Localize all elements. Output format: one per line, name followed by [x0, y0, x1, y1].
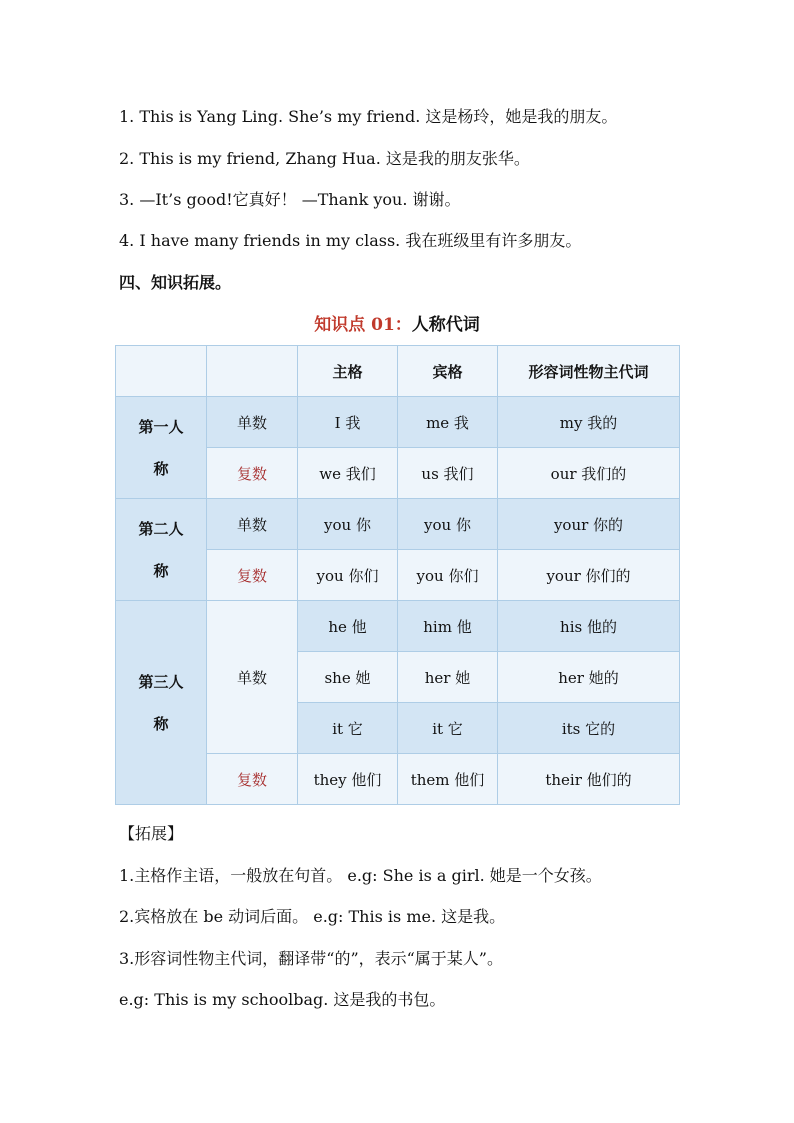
number-plural: 复数 — [207, 448, 298, 499]
object-cell: you 你 — [398, 499, 498, 550]
subject-cell: he 他 — [298, 601, 398, 652]
number-plural: 复数 — [207, 754, 298, 805]
first-person-label: 第一人 称 — [116, 397, 207, 499]
number-singular: 单数 — [207, 397, 298, 448]
subject-cell: you 你 — [298, 499, 398, 550]
third-person-label: 第三人 称 — [116, 601, 207, 805]
table-row — [116, 499, 680, 550]
subject-cell: she 她 — [298, 652, 398, 703]
subject-cell: you 你们 — [298, 550, 398, 601]
possessive-cell: its 它的 — [498, 703, 680, 754]
sentence-1: 1. This is Yang Ling. She’s my friend. 这是杨玲，她是我的朋友。 — [119, 107, 618, 126]
extension-item-1: 1.主格作主语，一般放在句首。 e.g: She is a girl. 她是一个女孩。 — [119, 866, 602, 885]
header-cell-empty-2 — [207, 346, 298, 397]
possessive-cell: his 他的 — [498, 601, 680, 652]
table-row — [116, 397, 680, 448]
knowledge-point-label: 知识点 01： — [314, 315, 412, 335]
extension-item-3: 3.形容词性物主代词，翻译带“的”，表示“属于某人”。 — [119, 949, 503, 968]
object-cell: it 它 — [398, 703, 498, 754]
possessive-cell: your 你们的 — [498, 550, 680, 601]
section-heading: 四、知识拓展。 — [119, 273, 232, 292]
possessive-cell: her 她的 — [498, 652, 680, 703]
possessive-cell: our 我们的 — [498, 448, 680, 499]
number-singular: 单数 — [207, 601, 298, 754]
header-possessive-adjective: 形容词性物主代词 — [498, 346, 680, 397]
subject-cell: they 他们 — [298, 754, 398, 805]
subject-cell: it 它 — [298, 703, 398, 754]
pronoun-table — [115, 345, 680, 805]
possessive-cell: their 他们的 — [498, 754, 680, 805]
table-header-row — [116, 346, 680, 397]
object-cell: him 他 — [398, 601, 498, 652]
sentence-2: 2. This is my friend, Zhang Hua. 这是我的朋友张华。 — [119, 149, 530, 168]
extension-item-2: 2.宾格放在 be 动词后面。 e.g: This is me. 这是我。 — [119, 907, 506, 926]
header-object-case: 宾格 — [398, 346, 498, 397]
knowledge-point-name: 人称代词 — [411, 315, 480, 335]
second-person-label: 第二人 称 — [116, 499, 207, 601]
object-cell: them 他们 — [398, 754, 498, 805]
object-cell: her 她 — [398, 652, 498, 703]
subject-cell: I 我 — [298, 397, 398, 448]
sentence-3: 3. —It’s good!它真好！ —Thank you. 谢谢。 — [119, 190, 461, 209]
object-cell: you 你们 — [398, 550, 498, 601]
sentence-4: 4. I have many friends in my class. 我在班级里有许多朋友。 — [119, 231, 582, 250]
knowledge-point-title — [0, 313, 794, 337]
number-plural: 复数 — [207, 550, 298, 601]
object-cell: us 我们 — [398, 448, 498, 499]
possessive-cell: my 我的 — [498, 397, 680, 448]
number-singular: 单数 — [207, 499, 298, 550]
header-cell-empty-1 — [116, 346, 207, 397]
header-subject-case: 主格 — [298, 346, 398, 397]
table-row — [116, 601, 680, 652]
subject-cell: we 我们 — [298, 448, 398, 499]
possessive-cell: your 你的 — [498, 499, 680, 550]
object-cell: me 我 — [398, 397, 498, 448]
extension-label: 【拓展】 — [119, 824, 184, 843]
extension-example: e.g: This is my schoolbag. 这是我的书包。 — [119, 990, 446, 1009]
